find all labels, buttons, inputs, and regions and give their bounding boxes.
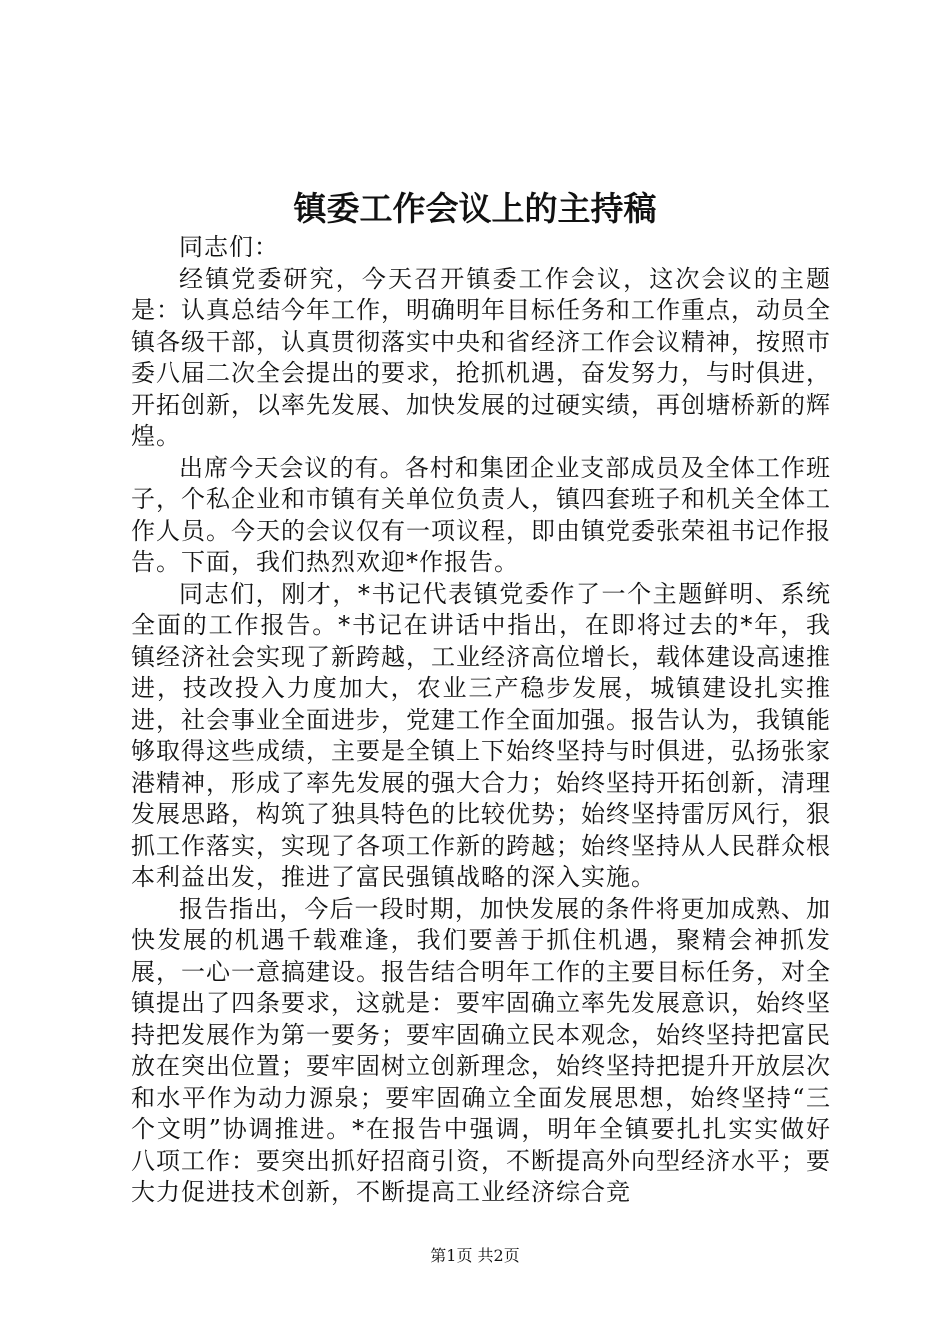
report-summary-paragraph: 同志们，刚才，*书记代表镇党委作了一个主题鲜明、系统全面的工作报告。*书记在讲话中指出，在即将过去的*年，我镇经济社会实现了新跨越，工业经济高位增长，载体建设高速推进，技改投入力度加大，农业三产稳步发展，城镇建设扎实推进，社会事业全面进步，党建工作全面加强。报告认为，我镇能够取得这些成绩，主要是全镇上下始终坚持与时俱进，弘扬张家港精神，形成了率先发展的强大合力；始终坚持开拓创新，清理发展思路，构筑了独具特色的比较优势；始终坚持雷厉风行，狠抓工作落实，实现了各项工作新的跨越；始终坚持从人民群众根本利益出发，推进了富民强镇战略的深入实施。 — [131, 579, 831, 891]
attendees-paragraph: 出席今天会议的有。各村和集团企业支部成员及全体工作班子，个私企业和市镇有关单位负责人，镇四套班子和机关全体工作人员。今天的会议仅有一项议程，即由镇党委张荣祖书记作报告。下面，我们热烈欢迎*作报告。 — [131, 453, 831, 576]
document-body — [131, 232, 831, 1209]
meeting-theme-paragraph: 经镇党委研究，今天召开镇委工作会议，这次会议的主题是：认真总结今年工作，明确明年目标任务和工作重点，动员全镇各级干部，认真贯彻落实中央和省经济工作会议精神，按照市委八届二次全会提出的要求，抢抓机遇，奋发努力，与时俱进，开拓创新，以率先发展、加快发展的过硬实绩，再创塘桥新的辉煌。 — [131, 264, 831, 450]
report-requirements-paragraph: 报告指出，今后一段时期，加快发展的条件将更加成熟、加快发展的机遇千载难逢，我们要善于抓住机遇，聚精会神抓发展，一心一意搞建设。报告结合明年工作的主要目标任务，对全镇提出了四条要求，这就是：要牢固确立率先发展意识，始终坚持把发展作为第一要务；要牢固确立民本观念，始终坚持把富民放在突出位置；要牢固树立创新理念，始终坚持把提升开放层次和水平作为动力源泉；要牢固确立全面发展思想，始终坚持“三个文明”协调推进。*在报告中强调，明年全镇要扎扎实实做好八项工作：要突出抓好招商引资，不断提高外向型经济水平；要大力促进技术创新，不断提高工业经济综合竞 — [131, 894, 831, 1206]
page-number-footer: 第1页 共2页 — [430, 1246, 520, 1265]
document-title: 镇委工作会议上的主持稿 — [293, 189, 657, 228]
salutation-paragraph: 同志们： — [179, 233, 279, 261]
